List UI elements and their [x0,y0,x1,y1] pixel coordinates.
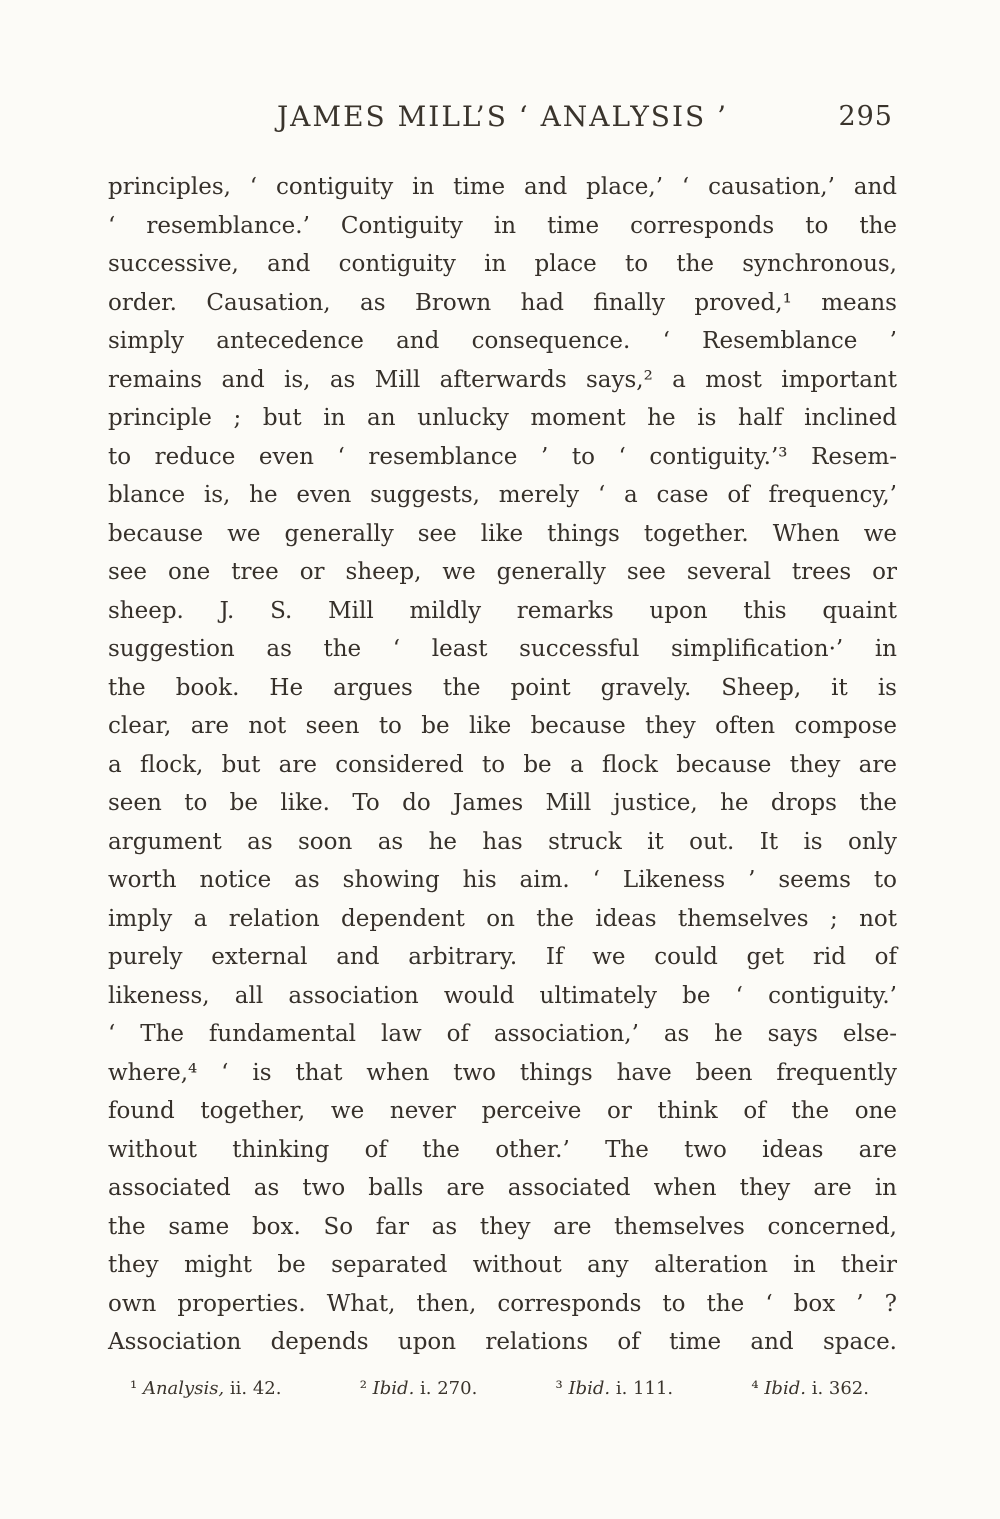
text-line: ‘ resemblance.’ Contiguity in time corresponds to the [108,212,897,239]
text-line: imply a relation dependent on the ideas themselves ; not [108,905,897,932]
text-line: ‘ The fundamental law of association,’ as he says else- [108,1021,897,1047]
text-line: principles, ‘ contiguity in time and place,’ ‘ causation,’ and [108,174,897,200]
footnote-title: Ibid. [372,1377,415,1399]
footnote [360,1378,478,1399]
footnote-rest: ii. 42. [229,1377,282,1399]
text-line: remains and is, as Mill afterwards says,² a most important [108,366,897,393]
footnote [556,1378,674,1399]
text-line: sheep. J. S. Mill mildly remarks upon this quaint [108,597,897,624]
text-line: blance is, he even suggests, merely ‘ a case of frequency,’ [108,482,897,508]
text-line: simply antecedence and consequence. ‘ Resemblance ’ [108,328,897,354]
text-line: principle ; but in an unlucky moment he is half inclined [108,405,897,431]
body-text [108,168,897,1362]
footnote-rest: i. 362. [811,1377,869,1399]
text-line: a flock, but are considered to be a flock because they are [108,751,897,778]
page-number: 295 [838,101,893,132]
text-line: they might be separated without any alteration in their [108,1252,897,1278]
footnotes [108,1378,897,1399]
text-line: where,⁴ ‘ is that when two things have been frequently [108,1059,897,1086]
text-line: to reduce even ‘ resemblance ’ to ‘ contiguity.’³ Resem- [108,443,897,470]
text-line: seen to be like. To do James Mill justice, he drops the [108,790,897,816]
footnote [130,1378,281,1399]
text-line: associated as two balls are associated when they are in [108,1175,897,1201]
footnote-title: Ibid. [764,1377,806,1399]
running-title: JAMES MILL’S ‘ ANALYSIS ’ [276,100,729,133]
text-line: own properties. What, then, corresponds to the ‘ box ’ ? [108,1290,897,1317]
text-line: order. Causation, as Brown had finally proved,¹ means [108,289,897,316]
footnote-rest: i. 270. [420,1377,478,1399]
footnote-rest: i. 111. [615,1377,674,1399]
footnote-title: Analysis, [142,1377,225,1399]
footnote-marker: ² [359,1377,367,1399]
text-line: successive, and contiguity in place to the synchronous, [108,251,897,277]
text-line: purely external and arbitrary. If we could get rid of [108,944,897,970]
text-line: because we generally see like things together. When we [108,520,897,547]
text-line: argument as soon as he has struck it out. It is only [108,828,897,855]
text-line: without thinking of the other.’ The two ideas are [108,1136,897,1163]
footnote-marker: ¹ [130,1377,138,1399]
text-line: see one tree or sheep, we generally see several trees or [108,559,897,585]
footnote-marker: ⁴ [751,1377,759,1399]
text-line: clear, are not seen to be like because they often compose [108,713,897,739]
text-line: the same box. So far as they are themselves concerned, [108,1213,897,1240]
text-line: the book. He argues the point gravely. Sheep, it is [108,674,897,701]
footnote-title: Ibid. [568,1377,611,1399]
text-line: likeness, all association would ultimately be ‘ contiguity.’ [108,982,897,1009]
page-header [108,100,897,142]
text-line: worth notice as showing his aim. ‘ Likeness ’ seems to [108,867,897,893]
text-line: suggestion as the ‘ least successful simplification·’ in [108,636,897,662]
footnote-marker: ³ [555,1377,563,1399]
footnote [751,1378,869,1399]
text-line: found together, we never perceive or think of the one [108,1098,897,1124]
text-line: Association depends upon relations of time and space. [108,1329,897,1355]
